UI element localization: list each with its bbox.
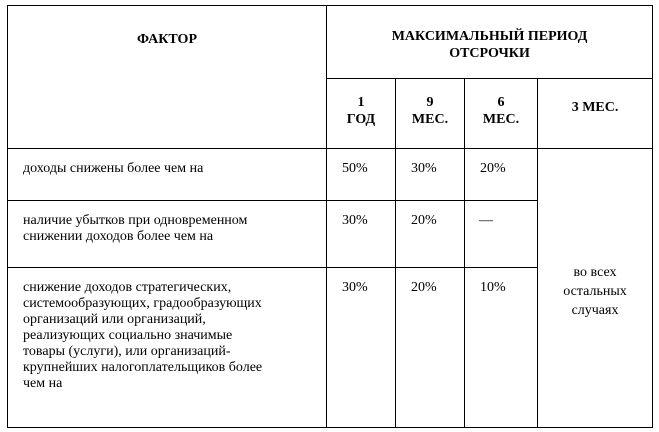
other-cases-cell — [538, 149, 653, 428]
period-6-months — [465, 79, 538, 149]
value-cell: 30% — [327, 268, 396, 428]
factor-text-line: организаций или организаций, — [23, 312, 206, 327]
table-row — [8, 149, 653, 201]
value-cell: 20% — [396, 201, 465, 268]
value-cell: 20% — [465, 149, 538, 201]
factor-text: доходы снижены более чем на — [23, 161, 204, 176]
value-cell: 30% — [396, 149, 465, 201]
period-3-months-label: 3 МЕС. — [571, 100, 619, 115]
header-factor — [8, 6, 327, 149]
value-cell: 50% — [327, 149, 396, 201]
factor-text-line: системообразующих, градообразующих — [23, 296, 262, 311]
header-max-period-line1: МАКСИМАЛЬНЫЙ ПЕРИОД — [391, 29, 588, 44]
factor-cell — [8, 201, 327, 268]
value-cell: 20% — [396, 268, 465, 428]
factor-cell — [8, 268, 327, 428]
period-1-year-unit: ГОД — [346, 112, 376, 127]
factor-text-line: чем на — [23, 376, 63, 391]
factor-text-line: крупнейших налогоплательщиков более — [23, 360, 263, 375]
period-6-months-unit: МЕС. — [482, 112, 520, 127]
value-cell: 30% — [327, 201, 396, 268]
header-max-period-line2: ОТСРОЧКИ — [449, 46, 530, 61]
other-cases-line: во всех — [573, 264, 617, 280]
factor-cell — [8, 149, 327, 201]
value-cell: 10% — [465, 268, 538, 428]
factor-text-line: снижении доходов более чем на — [23, 229, 214, 244]
header-max-period — [327, 6, 653, 79]
factor-text-line: наличие убытков при одновременном — [23, 213, 248, 228]
period-3-months — [538, 79, 653, 149]
header-factor-label: ФАКТОР — [137, 32, 197, 47]
factor-text-line: реализующих социально значимые — [23, 328, 233, 343]
period-9-months — [396, 79, 465, 149]
period-1-year-num: 1 — [357, 95, 365, 110]
factor-text-line: снижение доходов стратегических, — [23, 280, 232, 295]
other-cases-line: остальных — [563, 283, 627, 299]
period-6-months-num: 6 — [497, 95, 505, 110]
deferral-table — [7, 5, 653, 428]
period-9-months-unit: МЕС. — [411, 112, 449, 127]
factor-text-line: товары (услуги), или организаций- — [23, 344, 231, 359]
period-9-months-num: 9 — [426, 95, 434, 110]
value-cell-dash: — — [465, 201, 538, 268]
period-1-year — [327, 79, 396, 149]
other-cases-line: случаях — [571, 302, 619, 318]
